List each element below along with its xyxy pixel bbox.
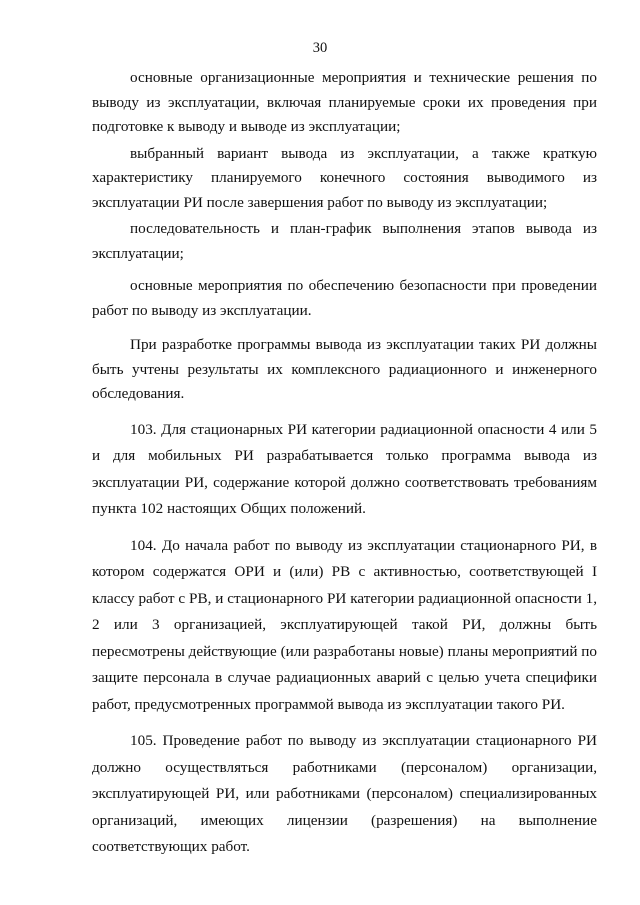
paragraph-list-item: основные мероприятия по обеспечению безопасности при проведении работ по выводу из эксплуатации.	[92, 277, 597, 319]
paragraph-list-item: выбранный вариант вывода из эксплуатации, а также краткую характеристику планируемого конечного состояния выводимого из эксплуатации РИ после завершения работ по выводу из эксплуатации;	[92, 144, 597, 211]
paragraph-clause-103: 103. Для стационарных РИ категории радиационной опасности 4 или 5 и для мобильных РИ разрабатывается только программа вывода из эксплуатации РИ, содержание которой должно соответствовать требованиям пункта 102 настоящих Общих положений.	[92, 420, 597, 517]
paragraph-clause-104: 104. До начала работ по выводу из эксплуатации стационарного РИ, в котором содержатся ОРИ и (или) РВ с активностью, соответствующей I классу работ с РВ, и стационарного РИ категории радиационной опасности 1, 2 или 3 организацией, эксплуатирующей такой РИ, должны быть пересмотрены действующие (или разработаны новые) планы мероприятий по защите персонала в случае радиационных аварий с целью учета специфики работ, предусмотренных программой вывода из эксплуатации такого РИ.	[92, 536, 597, 713]
paragraph: При разработке программы вывода из эксплуатации таких РИ должны быть учтены результаты их комплексного радиационного и инженерного обследования.	[92, 336, 597, 402]
paragraph-clause-105: 105. Проведение работ по выводу из эксплуатации стационарного РИ должно осуществляться работниками (персоналом) организации, эксплуатирующей РИ, или работниками (персоналом) специализированных организаций, имеющих лицензии (разрешения) на выполнение соответствующих работ.	[92, 732, 597, 855]
paragraph-list-item: последовательность и план-график выполнения этапов вывода из эксплуатации;	[92, 220, 597, 262]
paragraph-list-item: основные организационные мероприятия и технические решения по выводу из эксплуатации, включая планируемые сроки их проведения при подготовке к выводу и выводе из эксплуатации;	[92, 69, 597, 135]
page-number: 30	[312, 40, 328, 56]
body-text	[92, 66, 597, 861]
